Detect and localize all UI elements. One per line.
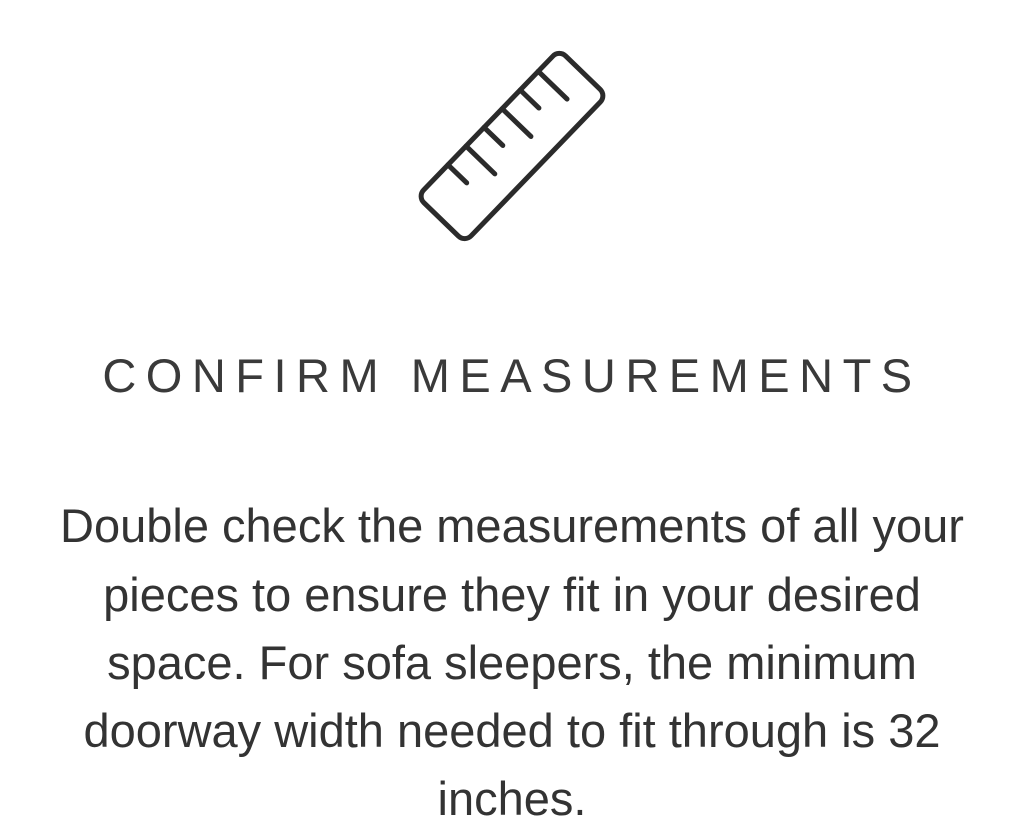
ruler-icon [392,36,632,256]
description-text: Double check the measurements of all your pieces to ensure they fit in your desired space. For sofa sleepers, the minimum doorway width needed to fit through is 32 inches. [60,499,964,826]
page-title: CONFIRM MEASUREMENTS [102,349,922,402]
